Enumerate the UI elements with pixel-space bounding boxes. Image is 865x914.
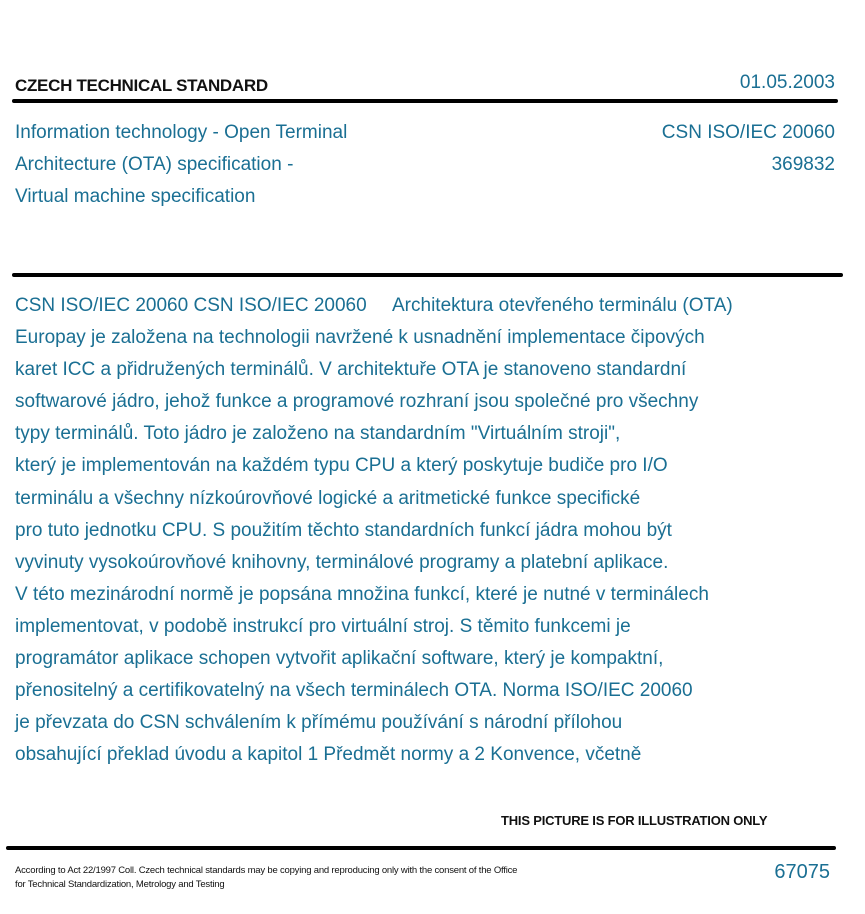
body-line: softwarové jádro, jehož funkce a programové rozhraní jsou společné pro všechny — [15, 391, 699, 413]
body-line: terminálu a všechny nízkoúrovňové logické a aritmetické funkce specifické — [15, 487, 641, 509]
body-line: Europay je založena na technologii navržené k usnadnění implementace čipových — [15, 327, 705, 349]
body-line: je převzata do CSN schválením k přímému používání s národní přílohou — [15, 712, 623, 734]
catalog-number: 369832 — [771, 154, 835, 175]
document-type-label: CZECH TECHNICAL STANDARD — [15, 76, 268, 95]
body-line: obsahující překlad úvodu a kapitol 1 Předmět normy a 2 Konvence, včetně — [15, 744, 642, 766]
document-code: 67075 — [774, 861, 830, 883]
standard-identifiers — [662, 117, 835, 181]
body-line: programátor aplikace schopen vytvořit aplikační software, který je kompaktní, — [15, 648, 664, 670]
title-line: Information technology - Open Terminal — [15, 122, 348, 143]
body-line: V této mezinárodní normě je popsána množina funkcí, které je nutné v terminálech — [15, 583, 709, 605]
body-line: který je implementován na každém typu CPU a který poskytuje budiče pro I/O — [15, 455, 668, 477]
title-divider — [12, 273, 843, 277]
body-line: vyvinuty vysokoúrovňové knihovny, terminálové programy a platební aplikace. — [15, 551, 669, 573]
body-line: přenositelný a certifikovatelný na všech terminálech OTA. Norma ISO/IEC 20060 — [15, 680, 693, 702]
title-line: Architecture (OTA) specification - — [15, 154, 294, 175]
title-line: Virtual machine specification — [15, 186, 256, 207]
footer-divider — [6, 846, 836, 850]
body-line: pro tuto jednotku CPU. S použitím těchto standardních funkcí jádra mohou být — [15, 519, 672, 541]
body-line: karet ICC a přidružených terminálů. V architektuře OTA je stanoveno standardní — [15, 359, 687, 381]
publication-date: 01.05.2003 — [739, 72, 835, 93]
body-line: implementovat, v podobě instrukcí pro virtuální stroj. S těmito funkcemi je — [15, 615, 631, 637]
body-line: CSN ISO/IEC 20060 CSN ISO/IEC 20060 Architektura otevřeného terminálu (OTA) — [15, 295, 733, 316]
body-line: typy terminálů. Toto jádro je založeno na standardním "Virtuálním stroji", — [15, 423, 621, 445]
header-divider — [12, 99, 838, 103]
standard-number: CSN ISO/IEC 20060 — [661, 122, 835, 143]
abstract-text — [15, 290, 733, 771]
legal-line: According to Act 22/1997 Coll. Czech technical standards may be copying and reproducing only with the consent of the Office — [15, 865, 518, 876]
copyright-notice — [15, 864, 517, 891]
illustration-note: THIS PICTURE IS FOR ILLUSTRATION ONLY — [501, 813, 768, 828]
standard-title — [15, 117, 347, 213]
legal-line: for Technical Standardization, Metrology and Testing — [15, 878, 225, 890]
